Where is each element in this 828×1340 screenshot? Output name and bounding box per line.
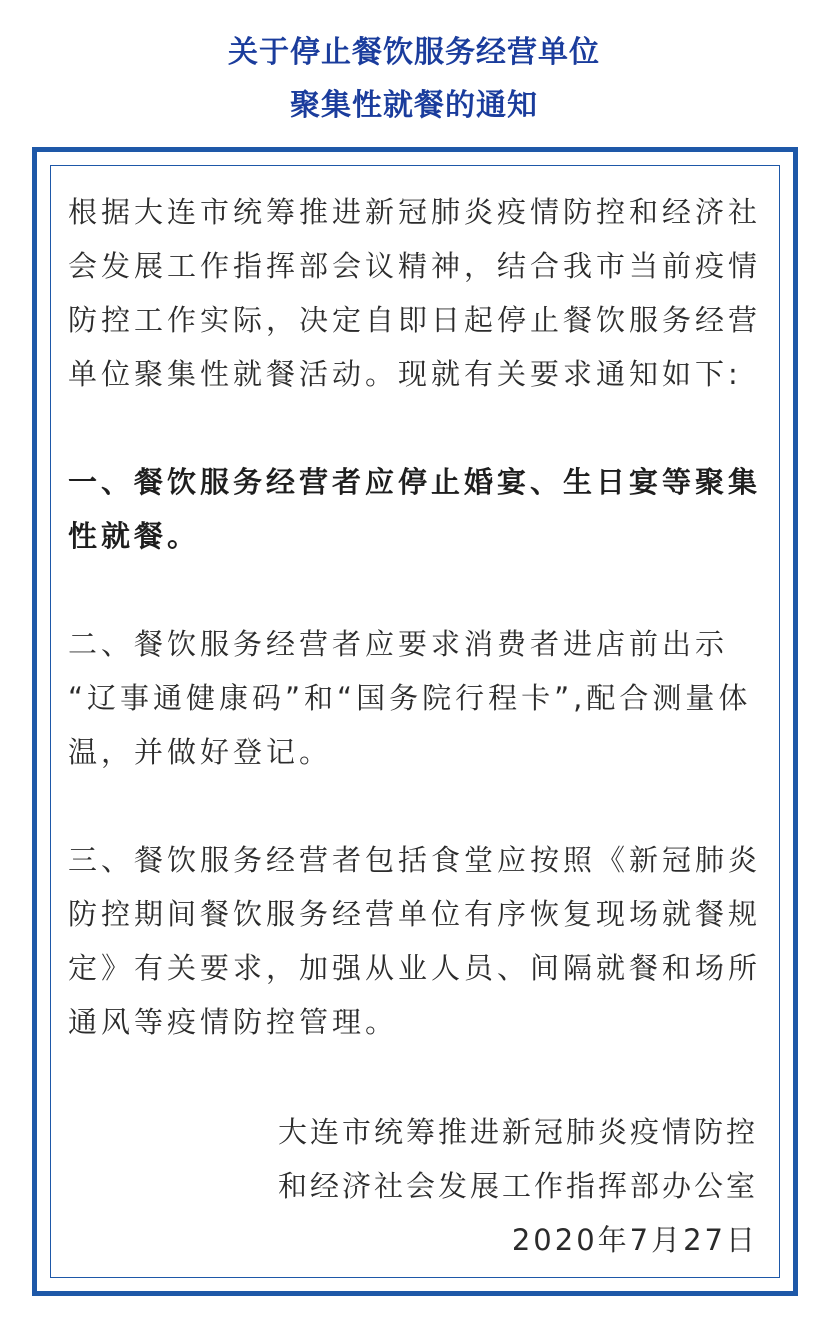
issuer-org-line-2: 和经济社会发展工作指挥部办公室 [277, 1169, 758, 1203]
item-2-line: “辽事通健康码”和“国务院行程卡”,配合测量体 [68, 681, 752, 715]
intro-line: 防控工作实际，决定自即日起停止餐饮服务经营 [68, 303, 762, 337]
notice-title-line-1: 关于停止餐饮服务经营单位 [228, 35, 600, 70]
intro-line: 单位聚集性就餐活动。现就有关要求通知如下: [68, 357, 742, 391]
issuer-signature [278, 1105, 758, 1267]
requirement-item-2 [68, 617, 751, 779]
item-3-line: 防控期间餐饮服务经营单位有序恢复现场就餐规 [68, 897, 762, 931]
item-3-line: 定》有关要求，加强从业人员、间隔就餐和场所 [68, 951, 762, 985]
intro-line: 会发展工作指挥部会议精神，结合我市当前疫情 [68, 249, 762, 283]
item-2-line: 二、餐饮服务经营者应要求消费者进店前出示 [68, 627, 729, 661]
requirement-item-1 [68, 455, 761, 563]
item-1-line: 性就餐。 [68, 519, 201, 553]
issuer-org-line-1: 大连市统筹推进新冠肺炎疫情防控 [277, 1115, 758, 1149]
intro-line: 根据大连市统筹推进新冠肺炎疫情防控和经济社 [68, 195, 762, 229]
item-2-line: 温，并做好登记。 [68, 735, 333, 769]
item-3-line: 通风等疫情防控管理。 [68, 1005, 399, 1039]
issue-date: 2020年7月27日 [511, 1223, 758, 1257]
item-3-line: 三、餐饮服务经营者包括食堂应按照《新冠肺炎 [68, 843, 762, 877]
requirement-item-3 [68, 833, 761, 1049]
intro-paragraph [68, 185, 761, 401]
item-1-line: 一、餐饮服务经营者应停止婚宴、生日宴等聚集 [68, 465, 762, 499]
notice-title-line-2: 聚集性就餐的通知 [290, 88, 538, 123]
